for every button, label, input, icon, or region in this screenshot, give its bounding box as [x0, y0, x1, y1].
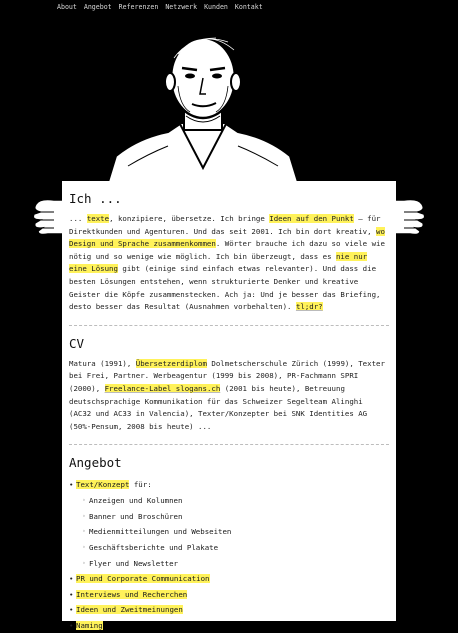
nav-kunden[interactable]: Kunden [204, 3, 228, 11]
nav-referenzen[interactable]: Referenzen [118, 3, 159, 11]
ich-text-3: . Wörter brauche ich dazu so viele wie nötig und so wenige wie möglich. Ich bin überzeugt, dass es [69, 239, 385, 261]
slogans-link[interactable]: Freelance-Label slogans.ch [104, 383, 221, 393]
ich-prefix: ... [69, 214, 87, 223]
divider [69, 444, 389, 445]
ich-paragraph [69, 213, 389, 314]
angebot-heading: Angebot [69, 455, 122, 471]
highlight-design: wo Design und Sprache zusammenkommen [69, 226, 385, 249]
cv-text-2: Dolmetscherschule Zürich (1999), Texter bei Frei, Partner. Werbeagentur (1999 bis 2008), PR-Fachmann SPRI (2000), [69, 358, 385, 393]
ich-heading: Ich ... [69, 191, 122, 206]
list-item [69, 618, 389, 633]
list-item: ◦ Anzeigen und Kolumnen [82, 493, 389, 509]
list-item [69, 477, 389, 571]
tldr-link[interactable]: tl;dr? [295, 302, 323, 312]
angebot-list [69, 477, 389, 633]
cv-text-3: (2001 bis heute), Betreuung deutschsprachige Kommunikation für das Schweizer Segelteam Alinghi (AC32 und AC33 in Valencia), Texter/Konzepter bei SNK Identities AG (50%-Pensum, 2008 bis heute) ... [69, 383, 368, 431]
divider [69, 325, 389, 326]
ich-text-4: gibt (einige sind einfach etwas relevanter). Und dass die besten Lösungen entstehen, wenn strukturierte Denker und kreative Geister die Köpfe zusammenstecken. Ach ja: Und je besser das Briefing, desto besser das Resultat (Ausnahmen vorbehalten). [69, 264, 381, 312]
highlight-text-konzept: Text/Konzept [76, 480, 130, 490]
angebot-sublist [76, 493, 389, 572]
highlight-naming: Naming [76, 620, 103, 630]
section-ich [69, 191, 389, 314]
list-item: ◦ Banner und Broschüren [82, 509, 389, 525]
cv-text-1: Matura (1991), [69, 358, 136, 368]
section-cv [69, 336, 389, 434]
highlight-uebersetzerdiplom: Übersetzerdiplom [135, 358, 207, 368]
list-item-suffix: für: [129, 480, 152, 490]
cv-heading: CV [69, 335, 85, 351]
list-item [69, 587, 389, 603]
highlight-ideen: Ideen auf den Punkt [269, 214, 354, 223]
highlight-texte: texte [86, 214, 110, 223]
highlight-loesung: nie nur eine Lösung [69, 251, 368, 274]
list-item [69, 602, 389, 618]
highlight-pr: PR und Corporate Communication [76, 574, 210, 584]
section-angebot [69, 455, 389, 633]
nav-about[interactable]: About [57, 3, 77, 11]
content-paper [62, 181, 396, 630]
portrait-illustration [108, 16, 298, 182]
ich-text-1: , konzipiere, übersetze. Ich bringe [109, 214, 270, 223]
nav-netzwerk[interactable]: Netzwerk [165, 3, 198, 11]
cv-paragraph [69, 358, 389, 434]
list-item: ◦ Geschäftsberichte und Plakate [82, 540, 389, 556]
nav-kontakt[interactable]: Kontakt [234, 3, 263, 11]
highlight-ideen-zweitmeinungen: Ideen und Zweitmeinungen [76, 605, 183, 615]
list-item: ◦ Flyer und Newsletter [82, 556, 389, 572]
highlight-interviews: Interviews und Recherchen [76, 589, 188, 599]
list-item [69, 571, 389, 587]
ich-text-2: – für Direktkunden und Agenturen. Und das seit 2001. Ich bin dort kreativ, [69, 214, 381, 236]
nav-angebot[interactable]: Angebot [83, 3, 112, 11]
top-navigation [57, 3, 266, 11]
list-item: ◦ Medienmitteilungen und Webseiten [82, 524, 389, 540]
